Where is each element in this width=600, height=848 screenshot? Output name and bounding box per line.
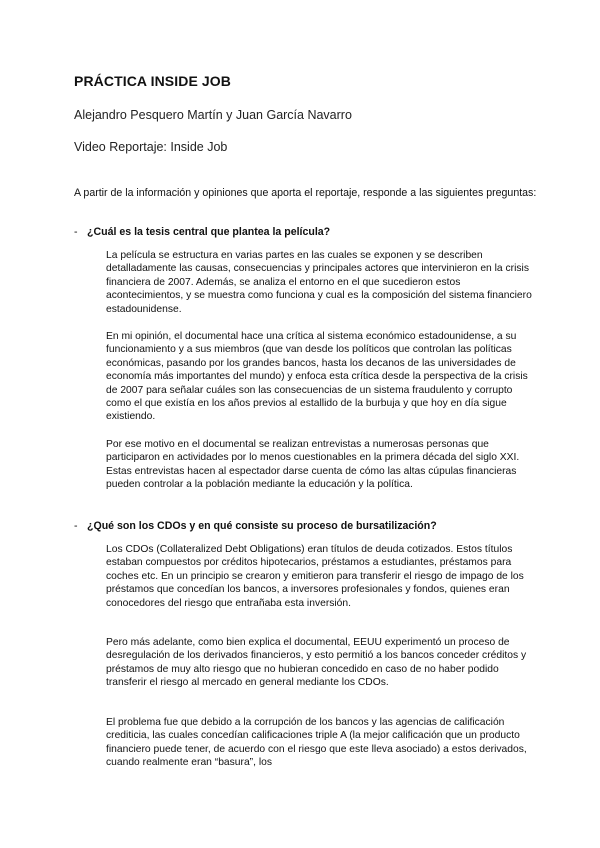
- question-bullet: -: [74, 226, 78, 238]
- question-text: ¿Qué son los CDOs y en qué consiste su proceso de bursatilización?: [87, 520, 437, 532]
- q1-paragraph-2: En mi opinión, el documental hace una crítica al sistema económico estadounidense, a su funcionamiento y a sus miembros (que van desde los políticos que controlan las políticas económicas, pasando por los grandes bancos, hasta los decanos de las universidades de economía más importantes del mundo) y enfoca esta crítica desde la perspectiva de la crisis de 2007 para señalar cuáles son las consecuencias de un sistema fraudulento y corrupto como el que existía en los años previos al estallido de la burbuja y que hoy en día sigue existiendo.: [106, 331, 528, 423]
- question-1-heading: [74, 225, 330, 239]
- authors-line: Alejandro Pesquero Martín y Juan García Navarro: [74, 108, 352, 122]
- q2-paragraph-2: Pero más adelante, como bien explica el documental, EEUU experimentó un proceso de desregulación de los derivados financieros, y esto permitió a los bancos conceder créditos y préstamos de muy alto riesgo que no hubieran concedido en caso de no haber podido transferir el riesgo al mercado en general mediante los CDOs.: [106, 637, 527, 689]
- q2-paragraph-3: El problema fue que debido a la corrupción de los bancos y las agencias de calificación crediticia, las cuales concedían calificaciones triple A (la mejor calificación que un producto financiero puede tener, de acuerdo con el riesgo que este lleva asociado) a estos derivados, cuando realmente eran “basura”, los: [106, 717, 527, 769]
- intro-paragraph: A partir de la información y opiniones que aporta el reportaje, responde a las siguientes preguntas:: [74, 187, 537, 199]
- q1-paragraph-1: La película se estructura en varias partes en las cuales se exponen y se describen detalladamente las causas, consecuencias y principales actores que intervinieron en la crisis financiera de 2007. Además, se analiza el entorno en el que sucedieron estos acontecimientos, y se muestra como funciona y cual es la composición del sistema financiero estadounidense.: [106, 250, 532, 315]
- question-text: ¿Cuál es la tesis central que plantea la película?: [87, 226, 331, 238]
- subtitle-line: Video Reportaje: Inside Job: [74, 140, 228, 154]
- q2-paragraph-1: Los CDOs (Collateralized Debt Obligations) eran títulos de deuda cotizados. Estos títulos estaban compuestos por créditos hipotecarios, préstamos a estudiantes, préstamos para coches etc. En un principio se crearon y emitieron para transferir el riesgo de impago de los préstamos que concedían los bancos, a inversores profesionales y fondos, quienes eran conocedores del riesgo que entrañaba esta inversión.: [106, 544, 524, 609]
- q1-paragraph-3: Por ese motivo en el documental se realizan entrevistas a numerosas personas que participaron en actividades por lo menos cuestionables en la primera década del siglo XXI. Estas entrevistas hacen al espectador darse cuenta de cómo las altas cúpulas financieras pueden controlar a la población mediante la educación y la política.: [106, 439, 520, 491]
- question-2-heading: [74, 519, 437, 533]
- page-title: PRÁCTICA INSIDE JOB: [74, 73, 231, 89]
- question-bullet: -: [74, 520, 78, 532]
